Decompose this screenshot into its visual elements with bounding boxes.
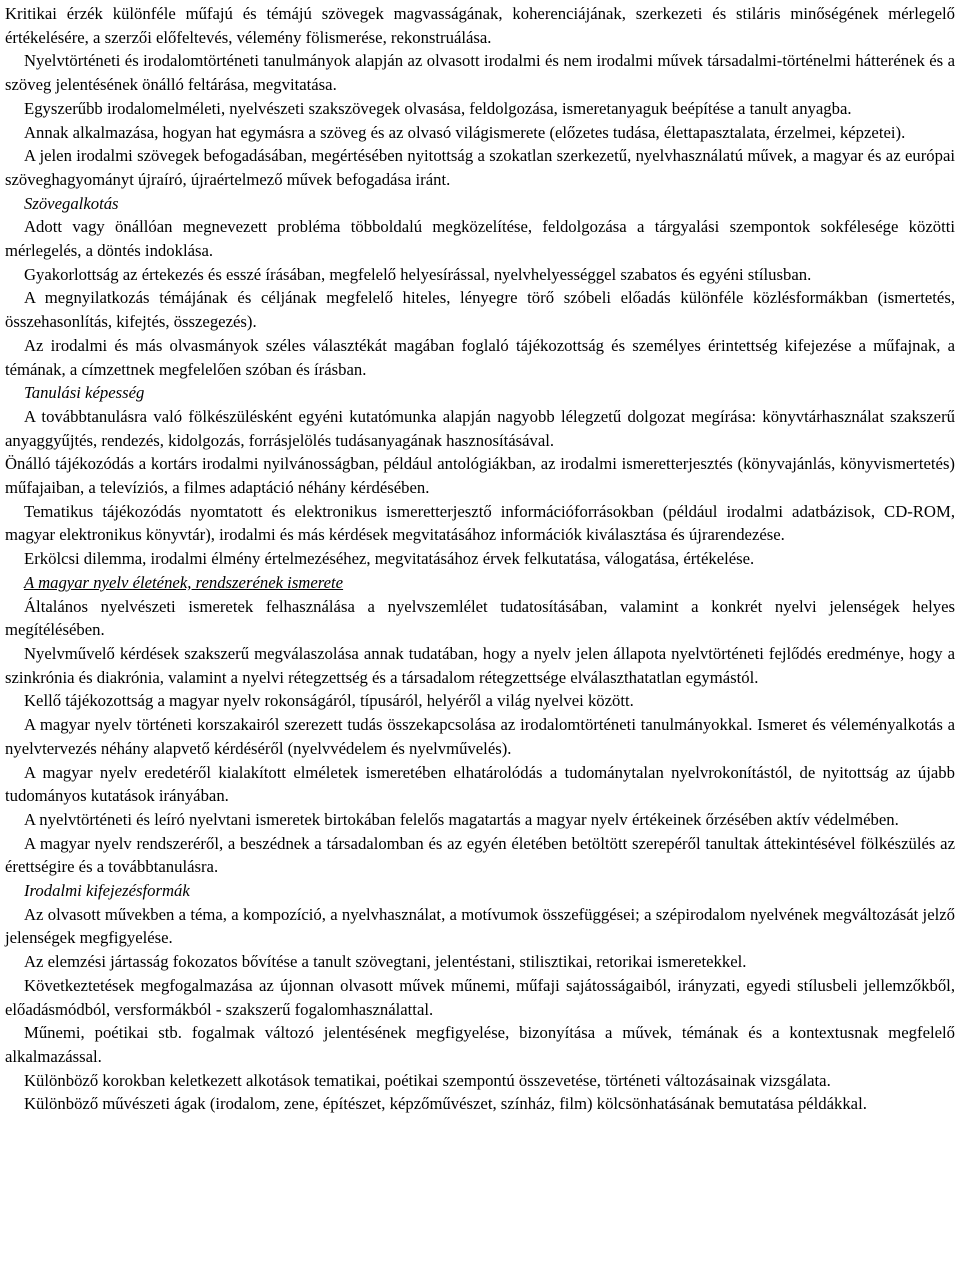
paragraph: Az irodalmi és más olvasmányok széles választékát magában foglaló tájékozottság és személyes érintettség kifejezése a műfajnak, a témának, a címzettnek megfelelően szóban és írásban.	[5, 335, 955, 379]
paragraph: Az olvasott művekben a téma, a kompozíció, a nyelvhasználat, a motívumok összefüggései; a szépirodalom nyelvének megváltozását jelző jelenségek megfigyelése.	[5, 904, 955, 948]
section-heading-text: A magyar nyelv életének, rendszerének ismerete	[24, 572, 344, 592]
section-heading: Tanulási képesség	[24, 383, 145, 403]
paragraph: A jelen irodalmi szövegek befogadásában, megértésében nyitottság a szokatlan szerkezetű, nyelvhasználatú művek, a magyar és az európai szöveghagyományt újraíró, újraértelmező művek befogadása iránt.	[5, 146, 955, 189]
paragraph: A megnyilatkozás témájának és céljának megfelelő hiteles, lényegre törő szóbeli előadás különféle közlésformákban (ismertetés, összehasonlítás, kifejtés, összegezés).	[5, 288, 955, 332]
paragraph: A továbbtanulásra való fölkészülésként egyéni kutatómunka alapján nagyobb lélegzetű dolgozat megírása: könyvtárhasználat szakszerű anyaggyűjtés, rendezés, kidolgozás, forrásjelölés tudásanyagának hasznosításával.	[5, 406, 955, 450]
paragraph: A magyar nyelv eredetéről kialakított elméletek ismeretében elhatárolódás a tudománytalan nyelvrokonítástól, de nyitottság az újabb tudományos kutatások irányában.	[5, 762, 955, 806]
paragraph: Kritikai érzék különféle műfajú és témájú szövegek magvasságának, koherenciájának, szerkezeti és stiláris minőségének mérlegelő értékelésére, a szerzői előfeltevés, vélemény fölismerése, rekonstruálása.	[5, 4, 955, 47]
paragraph: Önálló tájékozódás a kortárs irodalmi nyilvánosságban, például antológiákban, az irodalmi ismeretterjesztés (könyvajánlás, könyvismertetés) műfajaiban, a televíziós, a filmes adaptáció néhány kérdésében.	[5, 454, 955, 498]
section-heading: Szövegalkotás	[24, 193, 119, 213]
section-heading: Irodalmi kifejezésformák	[24, 881, 190, 901]
paragraph: A magyar nyelv történeti korszakairól szerezett tudás összekapcsolása az irodalomtörténeti tanulmányokkal. Ismeret és véleményalkotás a nyelvtervezés néhány alapvető kérdéséről (nyelvvédelem és nyelvművelés).	[5, 715, 955, 758]
paragraph: Nyelvtörténeti és irodalomtörténeti tanulmányok alapján az olvasott irodalmi és nem irodalmi művek társadalmi-történelmi hátterének és a szöveg jelentésének önálló feltárása, megvitatása.	[5, 51, 955, 95]
paragraph: Erkölcsi dilemma, irodalmi élmény értelmezéséhez, megvitatásához érvek felkutatása, válogatása, értékelése.	[24, 549, 755, 569]
paragraph: Gyakorlottság az értekezés és esszé írásában, megfelelő helyesírással, nyelvhelyességgel szabatos és egyéni stílusban.	[24, 264, 812, 284]
paragraph: Adott vagy önállóan megnevezett probléma többoldalú megközelítése, feldolgozása a tárgyalási szempontok sokfélesége közötti mérlegelés, a döntés indoklása.	[5, 217, 955, 261]
paragraph: A nyelvtörténeti és leíró nyelvtani ismeretek birtokában felelős magatartás a magyar nyelv értékeinek őrzésében aktív védelmében.	[24, 809, 899, 829]
paragraph: Általános nyelvészeti ismeretek felhasználása a nyelvszemlélet tudatosításában, valamint a konkrét nyelvi jelenségek helyes megítélésében.	[5, 596, 955, 640]
paragraph: Nyelvművelő kérdések szakszerű megválaszolása annak tudatában, hogy a nyelv jelen állapota nyelvtörténeti fejlődés eredménye, hogy a szinkrónia és diakrónia, valamint a nyelvi rétegzettség és a társadalom rétegzettsége elválaszthatatlan egymástól.	[5, 643, 955, 687]
paragraph: Az elemzési jártasság fokozatos bővítése a tanult szövegtani, jelentéstani, stilisztikai, retorikai ismeretekkel.	[24, 952, 747, 972]
section-heading	[5, 571, 955, 595]
paragraph: Műnemi, poétikai stb. fogalmak változó jelentésének megfigyelése, bizonyítása a művek, témának és a kontextusnak megfelelő alkalmazással.	[5, 1023, 955, 1066]
paragraph: Különböző korokban keletkezett alkotások tematikai, poétikai szempontú összevetése, történeti változásainak vizsgálata.	[24, 1070, 831, 1090]
paragraph: Kellő tájékozottság a magyar nyelv rokonságáról, típusáról, helyéről a világ nyelvei között.	[24, 691, 634, 711]
paragraph: Tematikus tájékozódás nyomtatott és elektronikus ismeretterjesztő információforrásokban (például irodalmi adatbázisok, CD-ROM, magyar elektronikus könyvtár), irodalmi és más kérdések megvitatásához információk kiválasztása és újrarendezése.	[5, 501, 955, 545]
paragraph: A magyar nyelv rendszeréről, a beszédnek a társadalomban és az egyén életében betöltött szerepéről tanultak áttekintésével fölkészülés az érettségire és a továbbtanulásra.	[5, 833, 955, 877]
paragraph: Annak alkalmazása, hogyan hat egymásra a szöveg és az olvasó világismerete (előzetes tudása, élettapasztalata, érzelmei, képzetei).	[24, 122, 906, 142]
paragraph: Egyszerűbb irodalomelméleti, nyelvészeti szakszövegek olvasása, feldolgozása, ismeretanyaguk beépítése a tanult anyagba.	[24, 98, 852, 118]
paragraph: Következtetések megfogalmazása az újonnan olvasott művek műnemi, műfaji sajátosságaiból, irányzati, egyedi stílusbeli jellemzőkből, előadásmódból, versformákból - szakszerű fogalomhasználattal.	[5, 975, 955, 1019]
paragraph: Különböző művészeti ágak (irodalom, zene, építészet, képzőművészet, színház, film) kölcsönhatásának bemutatása példákkal.	[24, 1094, 867, 1114]
